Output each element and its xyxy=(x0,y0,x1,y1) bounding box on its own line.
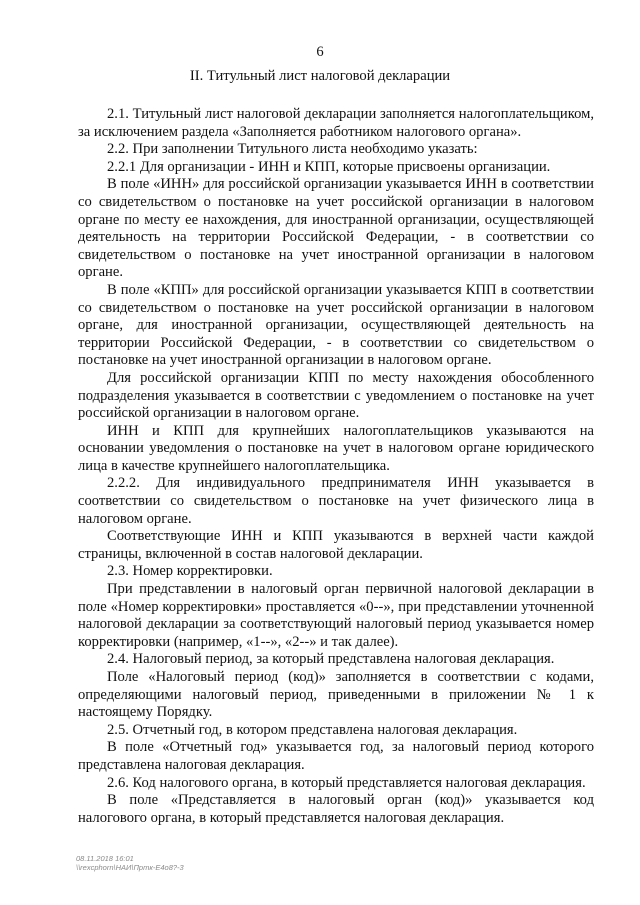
paragraph: 2.2.2. Для индивидуального предпринимателя ИНН указывается в соответствии со свидетельством о постановке на учет физического лица в налоговом органе. xyxy=(78,475,594,527)
paragraph: 2.3. Номер корректировки. xyxy=(107,563,273,580)
paragraph: Соответствующие ИНН и КПП указываются в верхней части каждой страницы, включенной в состав налоговой декларации. xyxy=(78,528,594,562)
paragraph: В поле «Отчетный год» указывается год, за налоговый период которого представлена налоговая декларация. xyxy=(78,739,594,773)
body-text xyxy=(78,106,594,827)
paragraph: 2.2. При заполнении Титульного листа необходимо указать: xyxy=(107,141,478,158)
page-number: 6 xyxy=(316,44,324,60)
paragraph: Для российской организации КПП по месту нахождения обособленного подразделения указывается в соответствии с уведомлением о постановке на учет российской организации в налоговом органе. xyxy=(78,369,594,422)
file-path: \\rexcphorn\НАИ\Пртк-Е4о8?-3 xyxy=(76,863,184,872)
paragraph: 2.2.1 Для организации - ИНН и КПП, которые присвоены организации. xyxy=(107,158,551,175)
section-heading: II. Титульный лист налоговой декларации xyxy=(189,68,451,84)
paragraph: Поле «Налоговый период (код)» заполняется в соответствии с кодами, определяющими налоговый период, приведенными в приложении № 1 к настоящему Порядку. xyxy=(78,669,594,721)
paragraph: 2.5. Отчетный год, в котором представлена налоговая декларация. xyxy=(107,721,518,738)
paragraph: 2.6. Код налогового органа, в который представляется налоговая декларация. xyxy=(107,774,586,791)
paragraph: В поле «ИНН» для российской организации указывается ИНН в соответствии со свидетельством о постановке на учет российской организации в налоговом органе по месту ее нахождения, для иностранной организации, осуществляющей деятельность на территории Российской Федерации, - в соответствии со свидетельством о постановке на учет иностранной организации в налоговом органе. xyxy=(78,176,594,281)
print-timestamp: 08.11.2018 16:01 xyxy=(76,854,134,863)
paragraph: При представлении в налоговый орган первичной налоговой декларации в поле «Номер корректировки» проставляется «0--», при представлении уточненной налоговой декларации за соответствующий налоговый период указывается номер корректировки (например, «1--», «2--» и так далее). xyxy=(78,581,594,650)
paragraph: ИНН и КПП для крупнейших налогоплательщиков указываются на основании уведомления о постановке на учет в налоговом органе юридического лица в качестве крупнейшего налогоплательщика. xyxy=(78,422,594,474)
paragraph: 2.1. Титульный лист налоговой декларации заполняется налогоплательщиком, за исключением раздела «Заполняется работником налогового органа». xyxy=(78,106,594,140)
paragraph: В поле «Представляется в налоговый орган (код)» указывается код налогового органа, в который представляется налоговая декларация. xyxy=(78,792,594,826)
paragraph: В поле «КПП» для российской организации указывается КПП в соответствии со свидетельством о постановке на учет российской организации в налоговом органе, для иностранной организации, осуществляющей деятельность на территории Российской Федерации, - в соответствии со свидетельством о постановке на учет иностранной организации в налоговом органе. xyxy=(78,281,594,369)
print-footer xyxy=(76,854,184,872)
paragraph: 2.4. Налоговый период, за который представлена налоговая декларация. xyxy=(107,651,555,668)
